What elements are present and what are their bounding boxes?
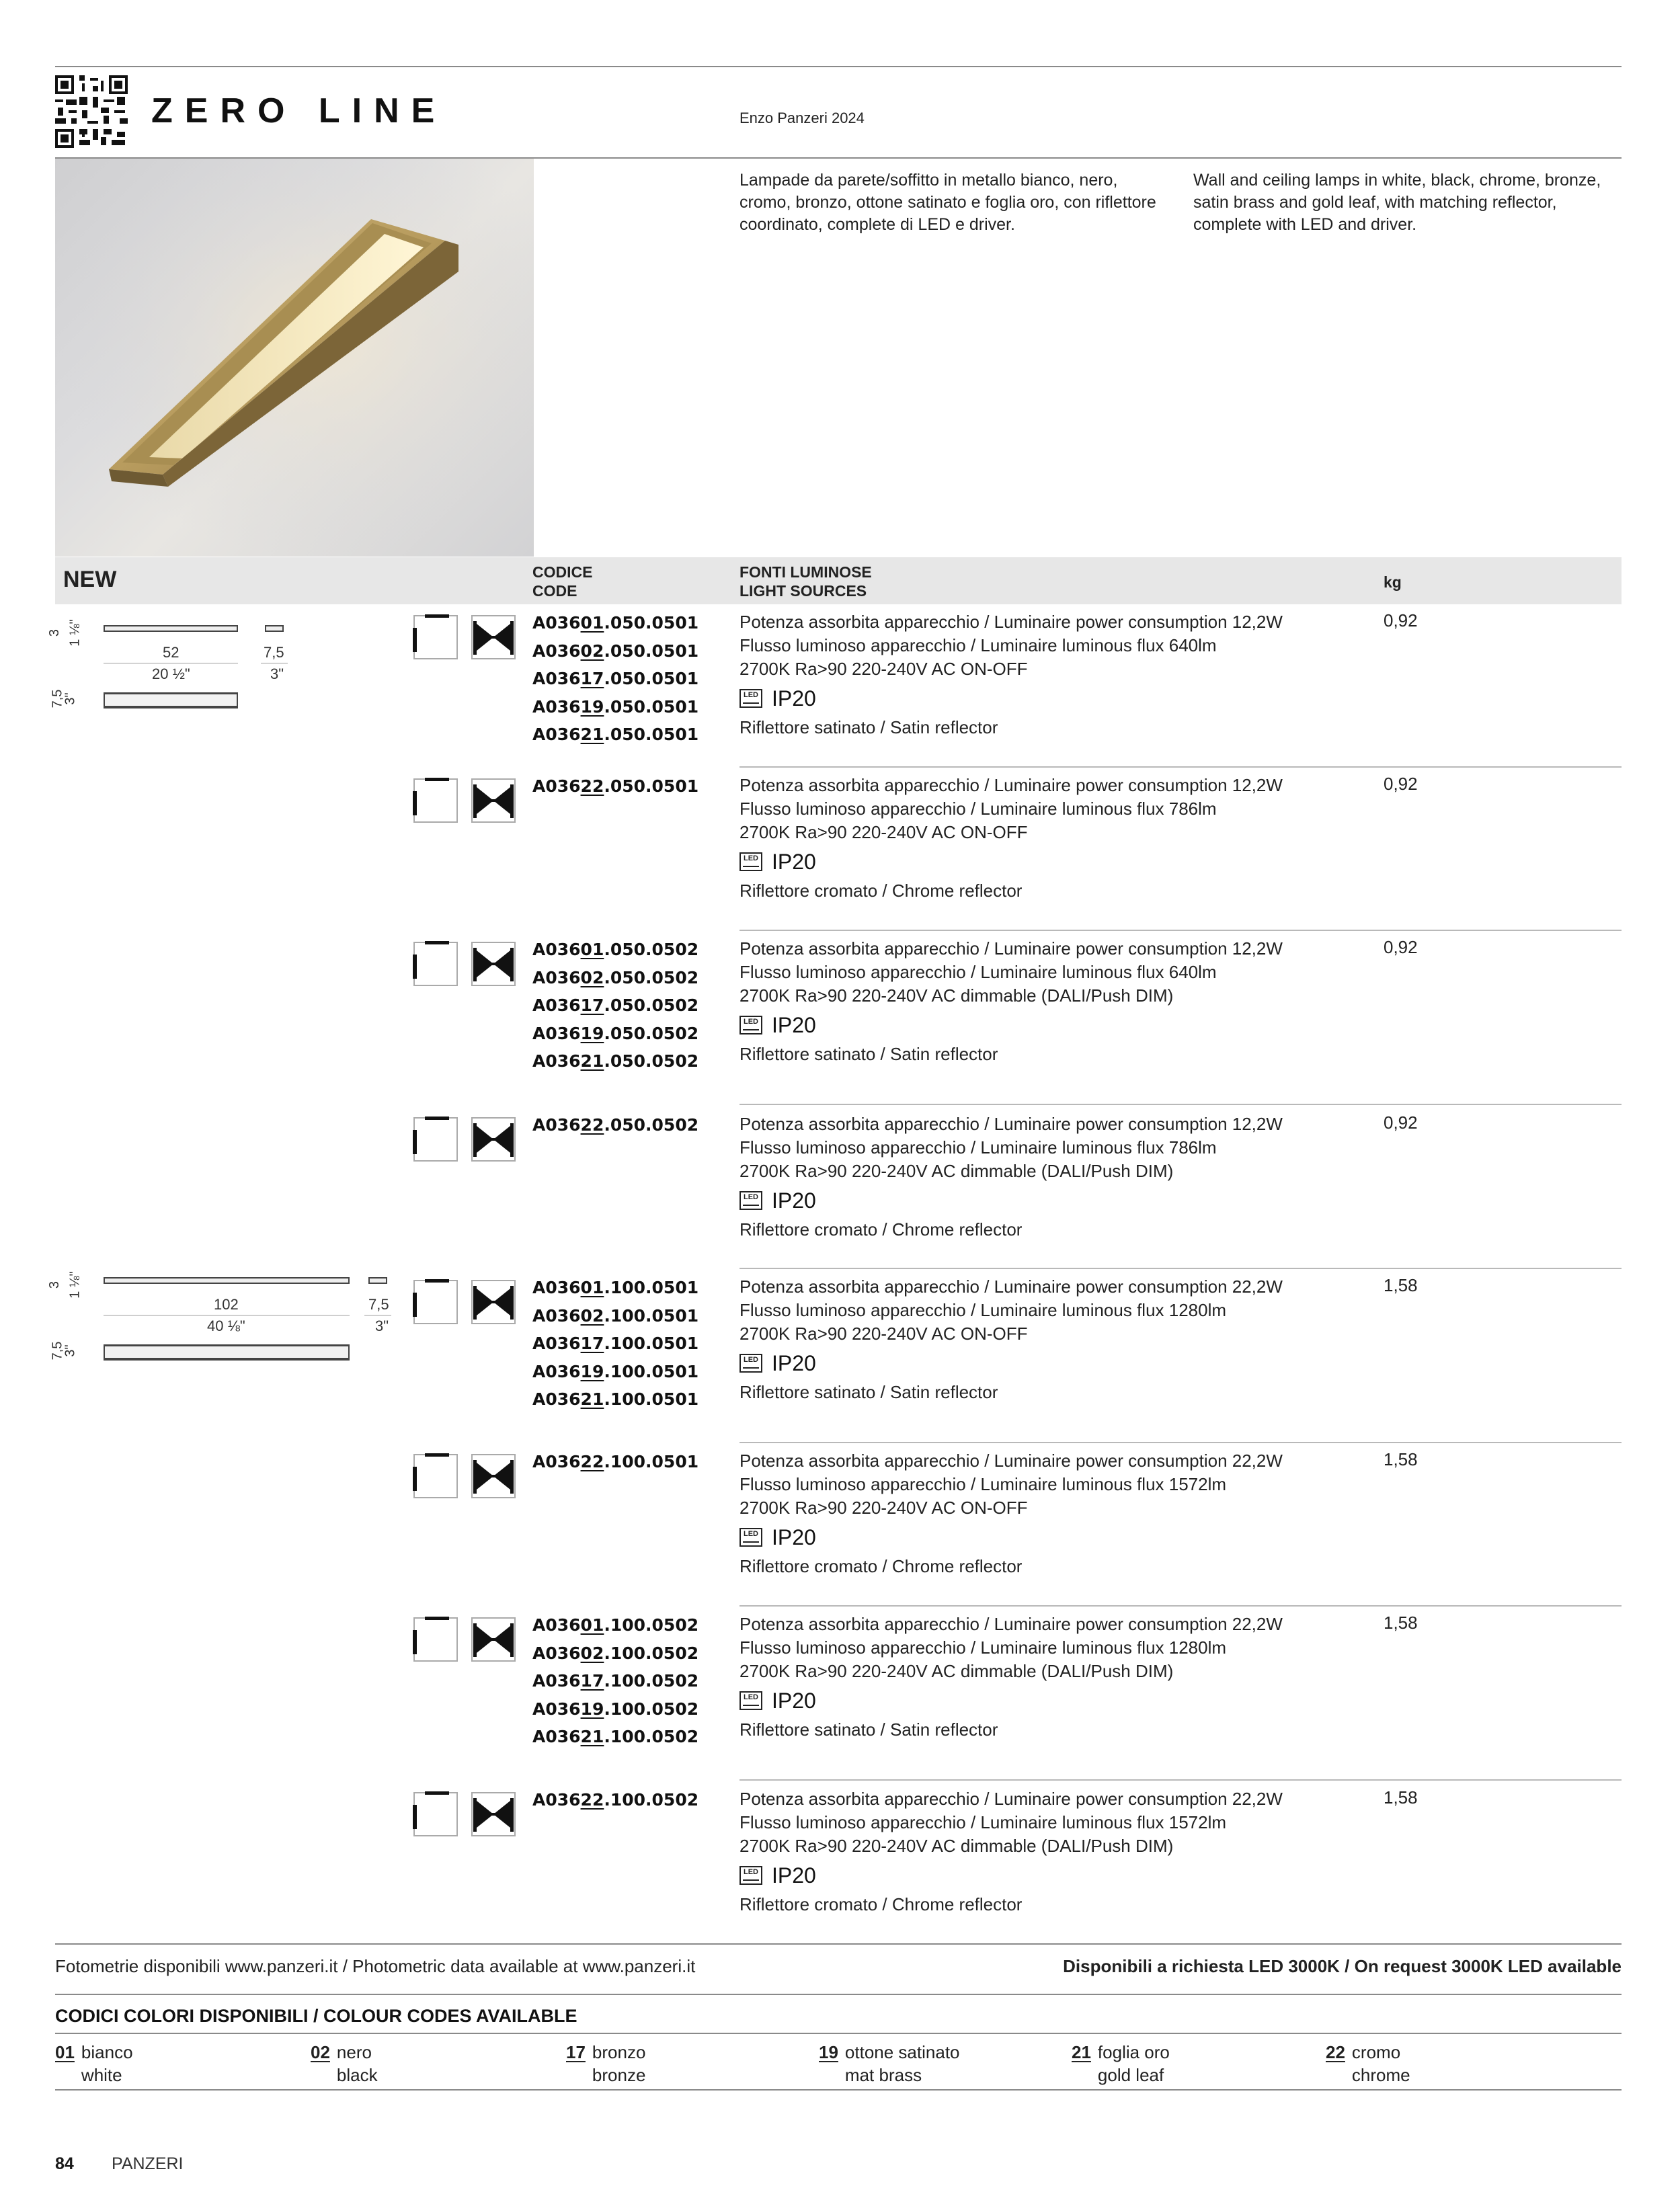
page-number: 84 bbox=[55, 2154, 74, 2173]
ceiling-mount-icon bbox=[472, 942, 515, 985]
product-code: A03602.050.0501 bbox=[532, 641, 699, 661]
side-in: 3" bbox=[270, 665, 284, 682]
ip-rating: IP20 bbox=[772, 1688, 816, 1713]
wall-mount-icon bbox=[413, 1117, 457, 1161]
product-code: A03602.100.0502 bbox=[532, 1643, 699, 1663]
product-code: A03601.050.0502 bbox=[532, 940, 699, 959]
wall-mount-icon bbox=[413, 1279, 457, 1324]
power-consumption: Potenza assorbita apparecchio / Luminaire power consumption 22,2W bbox=[739, 1614, 1283, 1634]
mounting-icons bbox=[411, 1790, 519, 1837]
ip-rating-line bbox=[739, 1008, 1365, 1043]
product-codes bbox=[532, 609, 698, 749]
colour-code-item: 21 foglia oro gold leaf bbox=[1072, 2042, 1170, 2085]
colour-code-item: 19 ottone satinato mat brass bbox=[819, 2042, 960, 2085]
row-separator bbox=[739, 1442, 1622, 1443]
power-consumption: Potenza assorbita apparecchio / Luminaire power consumption 12,2W bbox=[739, 775, 1283, 795]
luminous-flux: Flusso luminoso apparecchio / Luminaire luminous flux 786lm bbox=[739, 1137, 1217, 1158]
product-codes bbox=[532, 1786, 698, 1814]
side-view-bar bbox=[265, 625, 284, 632]
height-in: 1 ⅛" bbox=[67, 1271, 83, 1299]
length-cm: 52 bbox=[163, 644, 179, 661]
footer-rule-bottom bbox=[55, 2089, 1622, 2091]
reflector-type: Riflettore satinato / Satin reflector bbox=[739, 717, 998, 737]
wall-mount-icon bbox=[413, 1791, 457, 1836]
ip-rating: IP20 bbox=[772, 1188, 816, 1213]
depth-in: 3" bbox=[63, 1344, 78, 1357]
driver-spec: 2700K Ra>90 220-240V AC ON-OFF bbox=[739, 1498, 1028, 1518]
led-icon: LED bbox=[739, 852, 762, 871]
row-separator bbox=[739, 1605, 1622, 1607]
code-header-it: CODICE bbox=[532, 563, 593, 581]
mounting-icons bbox=[411, 613, 519, 660]
dimension-drawing-large bbox=[47, 1269, 405, 1370]
reflector-type: Riflettore satinato / Satin reflector bbox=[739, 1382, 998, 1402]
product-photo bbox=[55, 159, 534, 557]
ip-rating: IP20 bbox=[772, 849, 816, 874]
reflector-type: Riflettore cromato / Chrome reflector bbox=[739, 1219, 1023, 1240]
mounting-icons bbox=[411, 1615, 519, 1662]
product-code: A03617.050.0502 bbox=[532, 996, 699, 1015]
ip-rating-line bbox=[739, 844, 1365, 879]
sources-header-it: FONTI LUMINOSE bbox=[739, 563, 872, 581]
brand-name: PANZERI bbox=[112, 2154, 184, 2173]
on-request-note: Disponibili a richiesta LED 3000K / On request 3000K LED available bbox=[1063, 1956, 1622, 1976]
driver-spec: 2700K Ra>90 220-240V AC dimmable (DALI/Push DIM) bbox=[739, 985, 1174, 1006]
product-codes bbox=[532, 1611, 698, 1751]
colour-codes-title: CODICI COLORI DISPONIBILI / COLOUR CODES AVAILABLE bbox=[55, 2006, 577, 2026]
colour-code-item: 17 bronzo bronze bbox=[566, 2042, 646, 2085]
wall-mount-icon bbox=[413, 778, 457, 822]
colour-code-item: 02 nero black bbox=[311, 2042, 378, 2085]
ip-rating-line bbox=[739, 1346, 1365, 1381]
driver-spec: 2700K Ra>90 220-240V AC dimmable (DALI/Push DIM) bbox=[739, 1161, 1174, 1181]
driver-spec: 2700K Ra>90 220-240V AC dimmable (DALI/Push DIM) bbox=[739, 1661, 1174, 1681]
ip-rating-line bbox=[739, 1520, 1365, 1555]
product-code: A03619.050.0501 bbox=[532, 696, 699, 717]
light-source-spec bbox=[739, 610, 1365, 739]
row-separator bbox=[739, 1268, 1622, 1269]
mounting-icons bbox=[411, 1115, 519, 1162]
code-header-en: CODE bbox=[532, 582, 577, 600]
product-code: A03617.100.0502 bbox=[532, 1671, 699, 1691]
product-codes bbox=[532, 1274, 698, 1414]
length-in: 40 ⅛" bbox=[207, 1317, 245, 1334]
product-code: A03619.100.0502 bbox=[532, 1699, 699, 1719]
colour-code-item: 22 cromo chrome bbox=[1326, 2042, 1410, 2085]
product-code: A03622.100.0501 bbox=[532, 1452, 699, 1471]
length-cm: 102 bbox=[214, 1296, 239, 1313]
weight-value: 0,92 bbox=[1384, 1112, 1418, 1133]
product-code: A03602.050.0502 bbox=[532, 967, 699, 987]
length-in: 20 ½" bbox=[152, 665, 190, 682]
row-separator bbox=[739, 1779, 1622, 1781]
power-consumption: Potenza assorbita apparecchio / Luminaire power consumption 22,2W bbox=[739, 1789, 1283, 1809]
product-title: ZERO LINE bbox=[151, 91, 447, 130]
code-header bbox=[532, 563, 592, 600]
description-it: Lampade da parete/soffitto in metallo bianco, nero, cromo, bronzo, ottone satinato e foglia oro, con riflettore coordinato, complete di LED e driver. bbox=[739, 171, 1156, 234]
ceiling-mount-icon bbox=[472, 1618, 515, 1661]
luminous-flux: Flusso luminoso apparecchio / Luminaire luminous flux 640lm bbox=[739, 635, 1217, 655]
ip-rating: IP20 bbox=[772, 686, 816, 711]
power-consumption: Potenza assorbita apparecchio / Luminaire power consumption 12,2W bbox=[739, 1114, 1283, 1134]
product-code: A03617.100.0501 bbox=[532, 1334, 699, 1353]
reflector-type: Riflettore cromato / Chrome reflector bbox=[739, 1894, 1023, 1914]
top-view-bar bbox=[104, 625, 238, 632]
sources-header bbox=[739, 563, 872, 600]
ip-rating-line bbox=[739, 1183, 1365, 1218]
driver-spec: 2700K Ra>90 220-240V AC dimmable (DALI/Push DIM) bbox=[739, 1836, 1174, 1856]
weight-value: 1,58 bbox=[1384, 1275, 1418, 1295]
weight-value: 1,58 bbox=[1384, 1613, 1418, 1633]
product-codes bbox=[532, 1111, 698, 1139]
weight-value: 1,58 bbox=[1384, 1449, 1418, 1469]
power-consumption: Potenza assorbita apparecchio / Luminaire power consumption 12,2W bbox=[739, 938, 1283, 959]
mounting-icons bbox=[411, 1452, 519, 1499]
footer-rule-top bbox=[55, 1943, 1622, 1945]
ceiling-mount-icon bbox=[472, 1793, 515, 1836]
ip-rating: IP20 bbox=[772, 1350, 816, 1375]
weight-value: 0,92 bbox=[1384, 774, 1418, 794]
weight-value: 0,92 bbox=[1384, 610, 1418, 631]
ceiling-mount-icon bbox=[472, 779, 515, 822]
light-source-spec bbox=[739, 1449, 1365, 1578]
led-icon: LED bbox=[739, 1528, 762, 1547]
front-view-bar bbox=[104, 1344, 350, 1361]
side-view-bar bbox=[368, 1277, 387, 1284]
product-code: A03601.100.0502 bbox=[532, 1615, 699, 1635]
height-cm: 3 bbox=[47, 628, 63, 637]
driver-spec: 2700K Ra>90 220-240V AC ON-OFF bbox=[739, 1324, 1028, 1344]
reflector-type: Riflettore cromato / Chrome reflector bbox=[739, 1556, 1023, 1576]
luminous-flux: Flusso luminoso apparecchio / Luminaire luminous flux 786lm bbox=[739, 799, 1217, 819]
depth-in: 3" bbox=[63, 692, 78, 705]
product-code: A03621.050.0502 bbox=[532, 1051, 699, 1071]
ceiling-mount-icon bbox=[472, 1455, 515, 1498]
side-cm: 7,5 bbox=[368, 1296, 389, 1313]
row-separator bbox=[739, 930, 1622, 931]
ip-rating: IP20 bbox=[772, 1525, 816, 1549]
footer-rule-mid bbox=[55, 1994, 1622, 1995]
photometric-note: Fotometrie disponibili www.panzeri.it / Photometric data available at www.panzeri.it bbox=[55, 1956, 696, 1976]
product-codes bbox=[532, 936, 698, 1076]
power-consumption: Potenza assorbita apparecchio / Luminaire power consumption 12,2W bbox=[739, 612, 1283, 632]
light-source-spec bbox=[739, 937, 1365, 1066]
light-source-spec bbox=[739, 1275, 1365, 1404]
led-icon: LED bbox=[739, 1016, 762, 1035]
led-icon: LED bbox=[739, 1191, 762, 1210]
product-code: A03622.100.0502 bbox=[532, 1790, 699, 1810]
product-code: A03601.100.0501 bbox=[532, 1278, 699, 1297]
ceiling-mount-icon bbox=[472, 1281, 515, 1324]
height-in: 1 ⅛" bbox=[67, 619, 83, 647]
reflector-type: Riflettore satinato / Satin reflector bbox=[739, 1719, 998, 1740]
luminous-flux: Flusso luminoso apparecchio / Luminaire luminous flux 1280lm bbox=[739, 1637, 1227, 1658]
power-consumption: Potenza assorbita apparecchio / Luminaire power consumption 22,2W bbox=[739, 1276, 1283, 1297]
led-icon: LED bbox=[739, 689, 762, 708]
wall-mount-icon bbox=[413, 1617, 457, 1661]
row-separator bbox=[739, 1104, 1622, 1105]
weight-header: kg bbox=[1384, 573, 1402, 591]
product-code: A03619.050.0502 bbox=[532, 1023, 699, 1043]
driver-spec: 2700K Ra>90 220-240V AC ON-OFF bbox=[739, 822, 1028, 842]
top-view-bar bbox=[104, 1277, 350, 1284]
product-code: A03622.050.0502 bbox=[532, 1115, 699, 1135]
ip-rating-line bbox=[739, 1683, 1365, 1718]
product-codes bbox=[532, 772, 698, 801]
reflector-type: Riflettore satinato / Satin reflector bbox=[739, 1044, 998, 1064]
height-cm: 3 bbox=[47, 1281, 63, 1289]
dimension-drawing-small bbox=[47, 617, 297, 718]
product-code: A03621.100.0502 bbox=[532, 1727, 699, 1746]
description-en: Wall and ceiling lamps in white, black, chrome, bronze, satin brass and gold leaf, with matching reflector, complete with LED and driver. bbox=[1193, 171, 1601, 234]
product-codes bbox=[532, 1448, 698, 1476]
side-in: 3" bbox=[375, 1317, 389, 1334]
ceiling-mount-icon bbox=[472, 616, 515, 659]
colour-code-item: 01 bianco white bbox=[55, 2042, 133, 2085]
designer-credit: Enzo Panzeri 2024 bbox=[739, 110, 865, 126]
new-label: NEW bbox=[63, 567, 117, 592]
product-code: A03601.050.0501 bbox=[532, 613, 699, 633]
side-cm: 7,5 bbox=[264, 644, 284, 661]
led-icon: LED bbox=[739, 1866, 762, 1885]
wall-mount-icon bbox=[413, 1453, 457, 1498]
power-consumption: Potenza assorbita apparecchio / Luminaire power consumption 22,2W bbox=[739, 1451, 1283, 1471]
led-icon: LED bbox=[739, 1354, 762, 1373]
footer-rule-colors bbox=[55, 2033, 1622, 2034]
ip-rating-line bbox=[739, 681, 1365, 716]
luminous-flux: Flusso luminoso apparecchio / Luminaire luminous flux 1572lm bbox=[739, 1474, 1227, 1494]
mounting-icons bbox=[411, 1278, 519, 1325]
light-source-spec bbox=[739, 1613, 1365, 1742]
mounting-icons bbox=[411, 940, 519, 987]
product-code: A03602.100.0501 bbox=[532, 1305, 699, 1326]
qr-code-icon[interactable] bbox=[55, 75, 128, 148]
ceiling-mount-icon bbox=[472, 1118, 515, 1161]
mounting-icons bbox=[411, 776, 519, 823]
light-source-spec bbox=[739, 774, 1365, 903]
led-icon: LED bbox=[739, 1691, 762, 1710]
luminous-flux: Flusso luminoso apparecchio / Luminaire luminous flux 640lm bbox=[739, 962, 1217, 982]
light-source-spec bbox=[739, 1112, 1365, 1242]
reflector-type: Riflettore cromato / Chrome reflector bbox=[739, 881, 1023, 901]
wall-mount-icon bbox=[413, 614, 457, 659]
ip-rating: IP20 bbox=[772, 1863, 816, 1888]
ip-rating: IP20 bbox=[772, 1012, 816, 1037]
weight-value: 0,92 bbox=[1384, 937, 1418, 957]
depth-cm: 7,5 bbox=[50, 1341, 65, 1361]
depth-cm: 7,5 bbox=[50, 689, 65, 708]
product-code: A03617.050.0501 bbox=[532, 669, 699, 688]
luminous-flux: Flusso luminoso apparecchio / Luminaire luminous flux 1572lm bbox=[739, 1812, 1227, 1832]
sources-header-en: LIGHT SOURCES bbox=[739, 582, 867, 600]
top-rule bbox=[55, 66, 1622, 67]
product-code: A03619.100.0501 bbox=[532, 1361, 699, 1381]
front-view-bar bbox=[104, 692, 238, 708]
wall-mount-icon bbox=[413, 941, 457, 985]
driver-spec: 2700K Ra>90 220-240V AC ON-OFF bbox=[739, 659, 1028, 679]
ip-rating-line bbox=[739, 1858, 1365, 1893]
light-source-spec bbox=[739, 1787, 1365, 1916]
product-code: A03622.050.0501 bbox=[532, 776, 699, 796]
product-code: A03621.050.0501 bbox=[532, 725, 699, 744]
weight-value: 1,58 bbox=[1384, 1787, 1418, 1808]
luminous-flux: Flusso luminoso apparecchio / Luminaire luminous flux 1280lm bbox=[739, 1300, 1227, 1320]
product-code: A03621.100.0501 bbox=[532, 1389, 699, 1409]
row-separator bbox=[739, 766, 1622, 768]
